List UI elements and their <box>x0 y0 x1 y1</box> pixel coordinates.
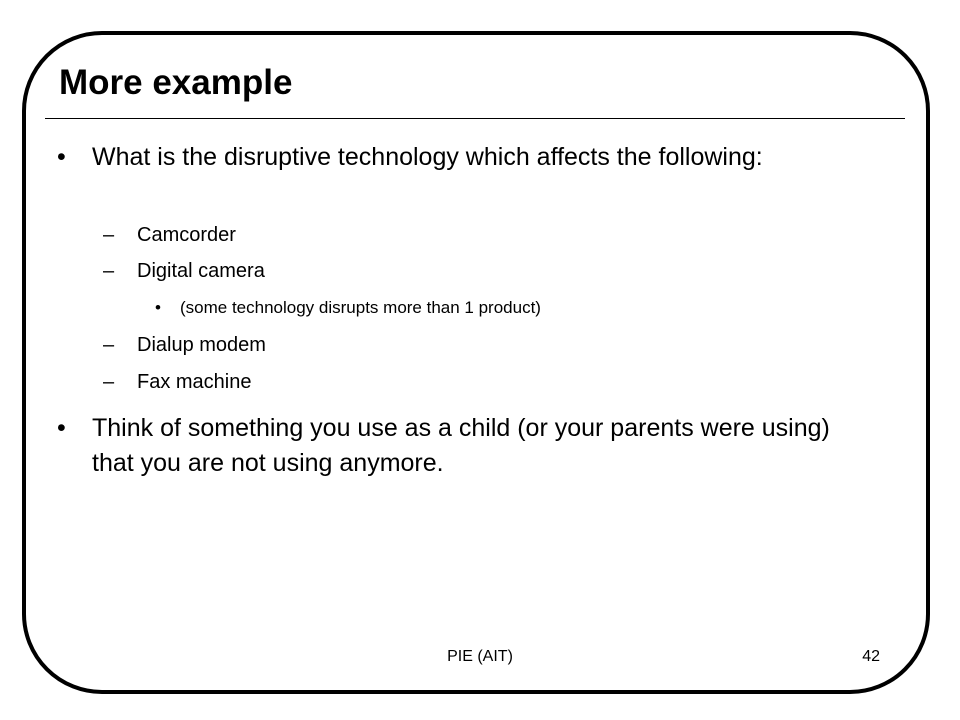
dash-marker: – <box>103 334 115 356</box>
sub-item-text: Digital camera <box>137 260 265 282</box>
bullet-item-1 <box>57 140 857 175</box>
sub-item-text: Fax machine <box>137 371 252 393</box>
sub-item-camcorder <box>103 223 236 247</box>
slide-frame <box>22 31 930 694</box>
sub-item-text: Camcorder <box>137 224 236 246</box>
bullet-text: Think of something you use as a child (or your parents were using) that you are not using anymore. <box>92 414 830 477</box>
dash-marker: – <box>103 260 115 282</box>
sub-item-dialup-modem <box>103 333 266 357</box>
dash-marker: – <box>103 224 115 246</box>
sub-item-digital-camera <box>103 259 265 283</box>
bullet-marker: • <box>57 143 66 171</box>
bullet-marker: • <box>155 298 161 317</box>
page-number: 42 <box>862 648 880 665</box>
sub-sub-item-text: (some technology disrupts more than 1 product) <box>180 298 541 317</box>
sub-item-text: Dialup modem <box>137 334 266 356</box>
title-divider <box>45 118 905 119</box>
bullet-item-2 <box>57 411 857 481</box>
sub-sub-item <box>155 297 541 319</box>
bullet-text: What is the disruptive technology which affects the following: <box>92 143 763 171</box>
sub-item-fax-machine <box>103 370 252 394</box>
slide-title: More example <box>59 63 293 102</box>
bullet-marker: • <box>57 414 66 442</box>
dash-marker: – <box>103 371 115 393</box>
footer-label: PIE (AIT) <box>447 648 513 665</box>
